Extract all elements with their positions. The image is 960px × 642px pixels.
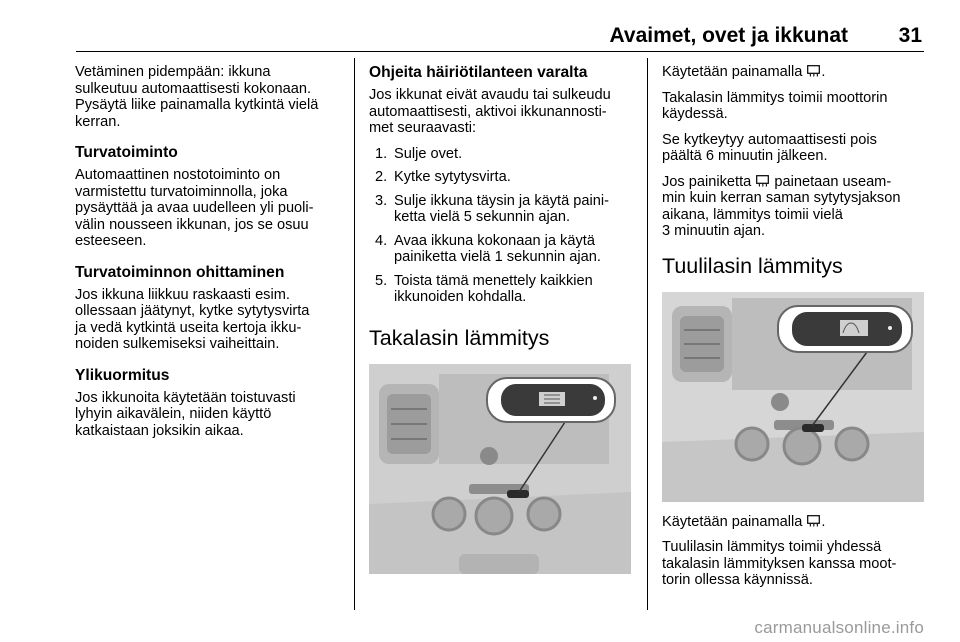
paragraph-text: . bbox=[821, 64, 826, 80]
list-item bbox=[369, 193, 634, 226]
column-3 bbox=[662, 64, 928, 598]
paragraph-text: Jos painiketta bbox=[662, 173, 752, 190]
rear-defrost-icon bbox=[807, 515, 820, 527]
header-rule bbox=[76, 51, 924, 52]
section-body-turvatoiminto: Automaattinen nostotoiminto on varmistettu turvatoiminnolla, joka pysäyttää ja avaa uudelleen yli puoli- välin nousseen ikkunan, jos se osuu esteeseen. bbox=[75, 167, 314, 249]
list-item bbox=[369, 273, 634, 306]
column-divider-2 bbox=[647, 58, 648, 610]
rear-window-defrost-figure bbox=[369, 364, 631, 574]
section-heading-turvatoiminto: Turvatoiminto bbox=[75, 144, 178, 161]
list-item-number: 3. bbox=[375, 192, 388, 209]
list-item-text: Avaa ikkuna kokonaan ja käytä painiketta vielä 1 sekunnin ajan. bbox=[394, 232, 601, 265]
page-number: 31 bbox=[898, 24, 922, 47]
column-divider-1 bbox=[354, 58, 355, 610]
list-item bbox=[369, 233, 634, 266]
paragraph-text: painetaan useam- min kuin kerran saman sytytysjakson aikana, lämmitys toimii vielä 3 minuutin ajan. bbox=[662, 173, 901, 239]
paragraph-text: . bbox=[821, 513, 826, 530]
list-item-number: 5. bbox=[375, 272, 388, 289]
watermark: carmanualsonline.info bbox=[754, 618, 924, 637]
paragraph-jos-painiketta bbox=[662, 174, 928, 240]
header-title: Avaimet, ovet ja ikkunat bbox=[609, 24, 848, 47]
paragraph-text: Käytetään painamalla bbox=[662, 513, 803, 530]
list-item-number: 4. bbox=[375, 232, 388, 249]
rear-defrost-icon bbox=[756, 175, 769, 187]
paragraph-text: Käytetään painamalla bbox=[662, 64, 803, 80]
rear-defrost-icon bbox=[807, 65, 820, 77]
column-2 bbox=[369, 64, 634, 586]
list-item-number: 2. bbox=[375, 169, 388, 185]
list-item-number: 1. bbox=[375, 145, 388, 162]
paragraph-kytkeytyy: Se kytkeytyy automaattisesti pois päältä 6 minuutin jälkeen. bbox=[662, 131, 877, 164]
section-heading-ylikuormitus: Ylikuormitus bbox=[75, 366, 170, 384]
section-body-ylikuormitus: Jos ikkunoita käytetään toistuvasti lyhyin aikavälein, niiden käyttö katkaistaan joksikin aikaa. bbox=[75, 389, 296, 439]
paragraph-toimii-moottorin: Takalasin lämmitys toimii moottorin käydessä. bbox=[662, 89, 888, 122]
list-item-text: Toista tämä menettely kaikkien ikkunoiden kohdalla. bbox=[394, 272, 593, 305]
list-item-text: Sulje ovet. bbox=[394, 145, 463, 162]
section-heading-hairiotilanne: Ohjeita häiriötilanteen varalta bbox=[369, 64, 588, 81]
column-1 bbox=[75, 64, 345, 448]
windscreen-defrost-figure bbox=[662, 292, 924, 502]
list-item-text: Sulje ikkuna täysin ja käytä paini- ketta vielä 5 sekunnin ajan. bbox=[394, 192, 609, 225]
paragraph-kaytetaan-2 bbox=[662, 514, 928, 531]
steps-list bbox=[369, 146, 634, 306]
section-heading-ohittaminen: Turvatoiminnon ohittaminen bbox=[75, 263, 285, 281]
heading-tuulilasin-lammitys: Tuulilasin lämmitys bbox=[662, 253, 843, 278]
heading-takalasin-lammitys: Takalasin lämmitys bbox=[369, 325, 550, 350]
section-body-ohittaminen: Jos ikkuna liikkuu raskaasti esim. ollessaan jäätynyt, kytke sytytysvirta ja vedä kytkintä useita kertoja ikku- noiden sulkemiseksi vaiheittain. bbox=[75, 286, 310, 352]
paragraph-kaytetaan-1 bbox=[662, 64, 928, 81]
list-item bbox=[369, 169, 634, 186]
intro-paragraph: Vetäminen pidempään: ikkuna sulkeutuu automaattisesti kokonaan. Pysäytä liike painamalla kytkintä vielä kerran. bbox=[75, 64, 319, 130]
list-item-text: Kytke sytytysvirta. bbox=[394, 169, 511, 185]
list-item bbox=[369, 146, 634, 163]
paragraph-toimii-yhdessa: Tuulilasin lämmitys toimii yhdessä takalasin lämmityksen kanssa moot- torin ollessa käynnissä. bbox=[662, 539, 897, 588]
section-body-hairiotilanne: Jos ikkunat eivät avaudu tai sulkeudu automaattisesti, aktivoi ikkunannosti- met seuraavasti: bbox=[369, 87, 611, 136]
